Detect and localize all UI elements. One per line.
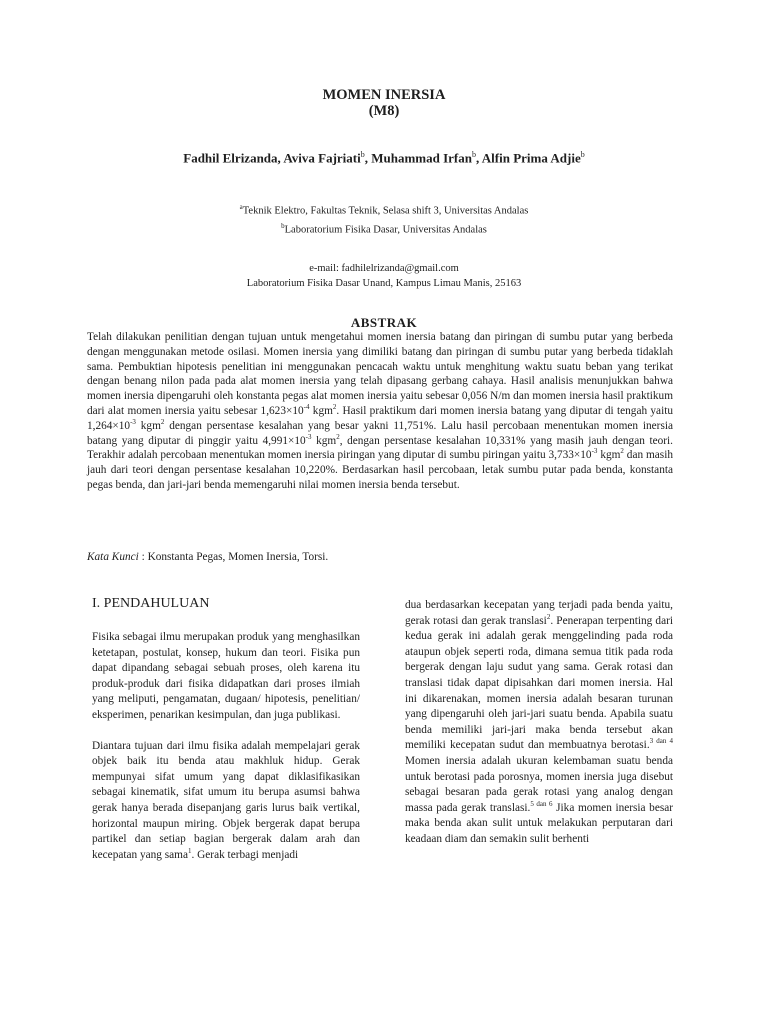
section-heading-introduction: I. PENDAHULUAN	[92, 596, 210, 611]
paper-title	[0, 87, 768, 119]
affiliation-mark: a	[239, 203, 243, 211]
left-column	[92, 630, 360, 863]
affiliation-text: Teknik Elektro, Fakultas Teknik, Selasa shift 3, Universitas Andalas	[242, 205, 529, 217]
abstract-superscript: 2	[332, 403, 337, 412]
keywords-text: : Konstanta Pegas, Momen Inersia, Torsi.	[138, 551, 329, 563]
author-name: Muhammad Irfan	[371, 150, 472, 166]
author-sep: ,	[277, 150, 284, 166]
title-line-1: MOMEN INERSIA	[322, 87, 446, 103]
affiliation-a	[0, 200, 768, 219]
abstract-superscript: -3	[130, 418, 136, 427]
author-name: Fadhil Elrizanda	[183, 150, 278, 166]
title-line-2: (M8)	[368, 103, 400, 119]
paragraph-text: dua berdasarkan kecepatan yang terjadi pada benda yaitu, gerak rotasi dan gerak translasi	[405, 599, 673, 627]
right-column	[405, 598, 673, 848]
author-sep: ,	[476, 150, 482, 166]
abstract-text: Telah dilakukan penilitian dengan tujuan untuk mengetahui momen inersia batang dan piringan di sumbu putar yang berbeda dengan menggunakan metode osilasi. Momen inersia yang dimiliki batang dan piringan di sumbu putar yang berbeda tidaklah sama. Pembuktian hipotesis penelitian ini menggunakan pencacah waktu untuk menghitung waktu suatu beban yang terikat dengan benang nilon pada pada alat momen inersia yang telah dipasang gerbang cahaya. Hasil analisis menunjukkan bahwa momen inersia dipengaruhi oleh konstanta pegas alat momen inersia yaitu sebesar 0,056 N/m dan momen inersia hasil praktikum dari alat momen inersia yaitu sebesar 1,623×10	[87, 331, 673, 417]
author-affil-mark: b	[580, 150, 585, 159]
abstract-text: kgm	[311, 434, 337, 447]
contact-email: e-mail: fadhilelrizanda@gmail.com	[309, 263, 459, 274]
citation-mark: 1	[187, 846, 192, 855]
abstract-text: . Hasil praktikum dari momen inersia batang yang diputar di tengah yaitu 1,264×10	[87, 404, 673, 432]
abstract-text: kgm	[309, 404, 333, 417]
paragraph-text: . Penerapan terpenting dari kedua gerak ini adalah gerak menggelinding pada roda ataupun objek seperti roda, dimana semua titik pada roda bergerak dengan laju sudut yang sama. Gerak rotasi dan translasi tidak dapat dipisahkan dari momen inersia. Hal ini dikarenakan, momen inersia adalah besaran turunan yang dipengaruhi oleh jari-jari suatu benda. Apabila suatu benda memiliki jari-jari maka benda tersebut akan memiliki kecepatan sudut dan membuatnya berotasi.	[405, 614, 673, 752]
abstract-superscript: -3	[305, 432, 312, 441]
keywords-line	[87, 551, 673, 563]
abstract-superscript: -3	[591, 447, 598, 456]
abstract-text: dan masih jauh dari teori dengan persentase kesalahan 10,220%. Berdasarkan hasil percobaan, letak sumbu putar pada benda, konstanta pegas benda, dan jari-jari benda memengaruhi nilai momen inersia benda tersebut.	[87, 449, 673, 491]
keywords-label: Kata Kunci	[87, 551, 139, 563]
citation-mark: 2	[546, 612, 551, 621]
paragraph-text: Jika momen inersia besar maka benda akan sulit untuk melakukan perputaran dari keadaan diam dan semakin sulit berhenti	[405, 801, 674, 845]
abstract-superscript: 2	[336, 432, 340, 441]
affiliation-text: Laboratorium Fisika Dasar, Universitas Andalas	[284, 224, 487, 235]
author-affil-mark: b	[472, 150, 476, 159]
intro-paragraph-1: Fisika sebagai ilmu merupakan produk yang menghasilkan ketetapan, postulat, konsep, hukum dan teori. Fisika pun dapat dipandang sebagai sebuah proses, oleh karena itu produk-produk dari fisika didapatkan dari proses ilmiah yang meliputi, pengamatan, dugaan/ hipotesis, penelitian/ eksperimen, penarikan kesimpulan, dan juga publikasi.	[92, 631, 360, 721]
abstract-text: dengan persentase kesalahan yang besar yakni 11,751%. Lalu hasil percobaan menentukan momen inersia batang yang diputar di pinggir yaitu 4,991×10	[87, 419, 673, 447]
abstract-superscript: 2	[160, 418, 165, 427]
intro-paragraph-3	[405, 598, 673, 848]
contact-address: Laboratorium Fisika Dasar Unand, Kampus Limau Manis, 25163	[246, 278, 522, 289]
abstract-text: kgm	[597, 449, 621, 462]
paragraph-text: Momen inersia adalah ukuran kelembaman suatu benda untuk berotasi pada porosnya, momen inersia juga disebut sebagai besaran pada gerak rotasi yang analog dengan massa pada gerak translasi.	[405, 754, 673, 814]
intro-paragraph-2	[92, 739, 360, 864]
author-name: Aviva Fajriati	[283, 150, 361, 166]
author-list	[0, 150, 768, 166]
affiliation-list	[0, 200, 768, 237]
contact-block	[0, 261, 768, 291]
abstract-text: kgm	[135, 419, 161, 432]
paragraph-text: Diantara tujuan dari ilmu fisika adalah mempelajari gerak objek baik itu benda atau makhluk hidup. Gerak mempunyai sifat umum yang dapat diklasifikasikan sebagai kinematik, sifat umum itu berupa asumsi bahwa gerak hanya berada disepanjang garis lurus baik vertikal, horizontal maupun miring. Objek bergerak dapat berupa partikel dan setiap bagian bergerak dalam arah dan kecepatan yang sama	[92, 739, 360, 861]
abstract-superscript: 2	[620, 447, 624, 456]
abstract-superscript: -4	[303, 403, 310, 412]
abstract-heading: ABSTRAK	[350, 315, 418, 330]
author-name: Alfin Prima Adjie	[481, 150, 581, 166]
paragraph-text: . Gerak terbagi menjadi	[191, 848, 299, 861]
affiliation-mark: b	[281, 221, 285, 230]
abstract-body	[87, 330, 673, 493]
author-sep: ,	[364, 150, 372, 166]
citation-mark: 5 dan 6	[530, 799, 553, 808]
author-affil-mark: b	[360, 150, 365, 159]
affiliation-b	[0, 219, 768, 238]
citation-mark: 3 dan 4	[649, 737, 674, 746]
abstract-text: , dengan persentase kesalahan 10,331% yang masih jauh dengan teori. Terakhir adalah percobaan menentukan momen inersia piringan yang diputar di sumbu piringan yaitu 3,733×10	[87, 434, 673, 462]
